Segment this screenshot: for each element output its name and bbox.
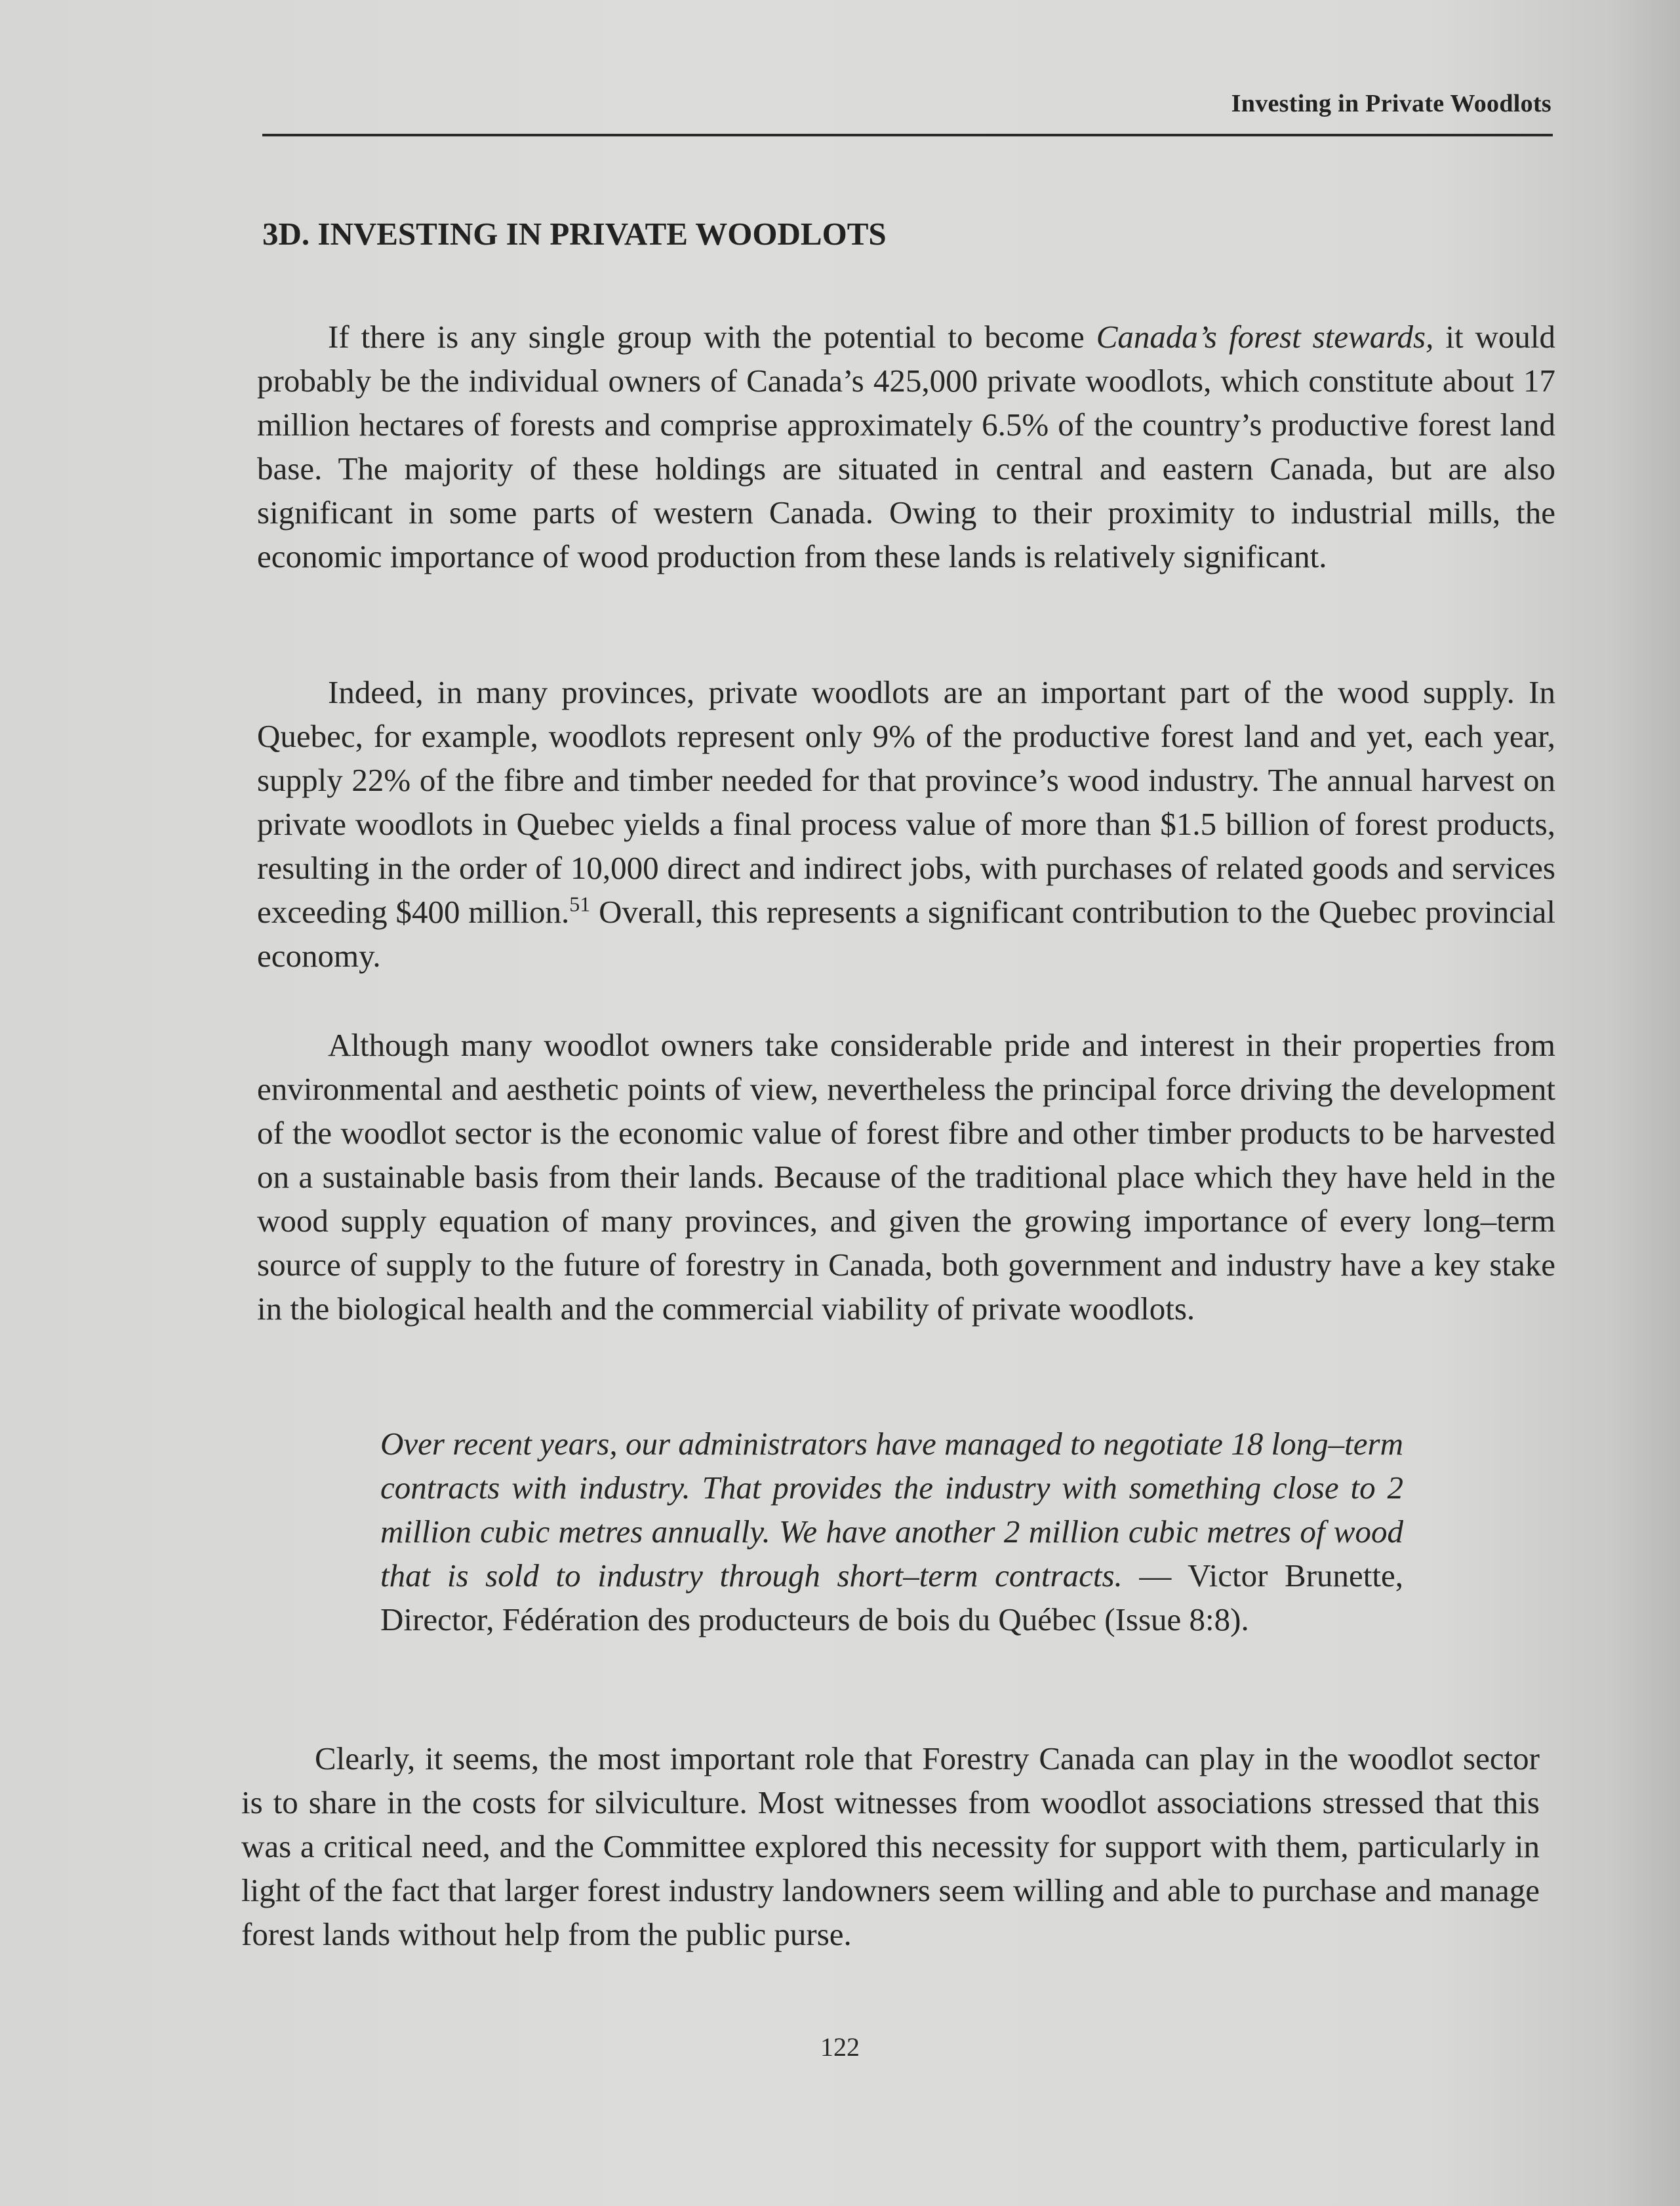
quote-attribution: — Victor Brunette, Director, Fédération des producteurs de bois du Québec (Issue 8:8). (380, 1557, 1403, 1637)
p1-emphasis: Canada’s forest stewards, (1096, 319, 1434, 355)
p1-text-start: If there is any single group with the potential to become (328, 319, 1096, 355)
body-paragraph-4: Clearly, it seems, the most important role that Forestry Canada can play in the woodlot sector is to share in the costs for silviculture. Most witnesses from woodlot associations stressed that this was a critical need, and the Committee explored this necessity for support with them, particularly in light of the fact that larger forest industry landowners seem willing and able to purchase and manage forest lands without help from the public purse. (241, 1740, 1540, 1952)
body-paragraph-1 (257, 315, 1555, 578)
p2-text-end: Overall, this represents a significant contribution to the Quebec provincial economy. (257, 894, 1555, 974)
page-number: 122 (820, 2032, 860, 2062)
running-head: Investing in Private Woodlots (1231, 90, 1551, 117)
quote-text: Over recent years, our administrators have managed to negotiate 18 long–term contracts with industry. That provides the industry with something close to 2 million cubic metres annually. We have another 2 million cubic metres of wood that is sold to industry through short–term contracts. (380, 1426, 1403, 1594)
page-header (262, 85, 1553, 136)
p1-text-end: it would probably be the individual owners of Canada’s 425,000 private woodlots, which constitute about 17 million hectares of forests and comprise approximately 6.5% of the country’s productive forest land base. The majority of these holdings are situated in central and eastern Canada, but are also significant in some parts of western Canada. Owing to their proximity to industrial mills, the economic importance of wood production from these lands is relatively significant. (257, 319, 1556, 574)
p2-text-start: Indeed, in many provinces, private woodlots are an important part of the wood supply. In Quebec, for example, woodlots represent only 9% of the productive forest land and yet, each year, supply 22% of the fibre and timber needed for that province’s wood industry. The annual harvest on private woodlots in Quebec yields a final process value of more than $1.5 billion of forest products, resulting in the order of 10,000 direct and indirect jobs, with purchases of related goods and services exceeding $400 million. (257, 674, 1555, 930)
footnote-marker: 51 (569, 892, 591, 916)
body-paragraph-2 (257, 670, 1555, 978)
section-title: 3D. INVESTING IN PRIVATE WOODLOTS (262, 216, 887, 252)
block-quote (380, 1422, 1403, 1641)
body-paragraph-3: Although many woodlot owners take considerable pride and interest in their properties from environmental and aesthetic points of view, nevertheless the principal force driving the development of the woodlot sector is the economic value of forest fibre and other timber products to be harvested on a sustainable basis from their lands. Because of the traditional place which they have held in the wood supply equation of many provinces, and given the growing importance of every long–term source of supply to the future of forestry in Canada, both government and industry have a key stake in the biological health and the commercial viability of private woodlots. (257, 1027, 1555, 1327)
